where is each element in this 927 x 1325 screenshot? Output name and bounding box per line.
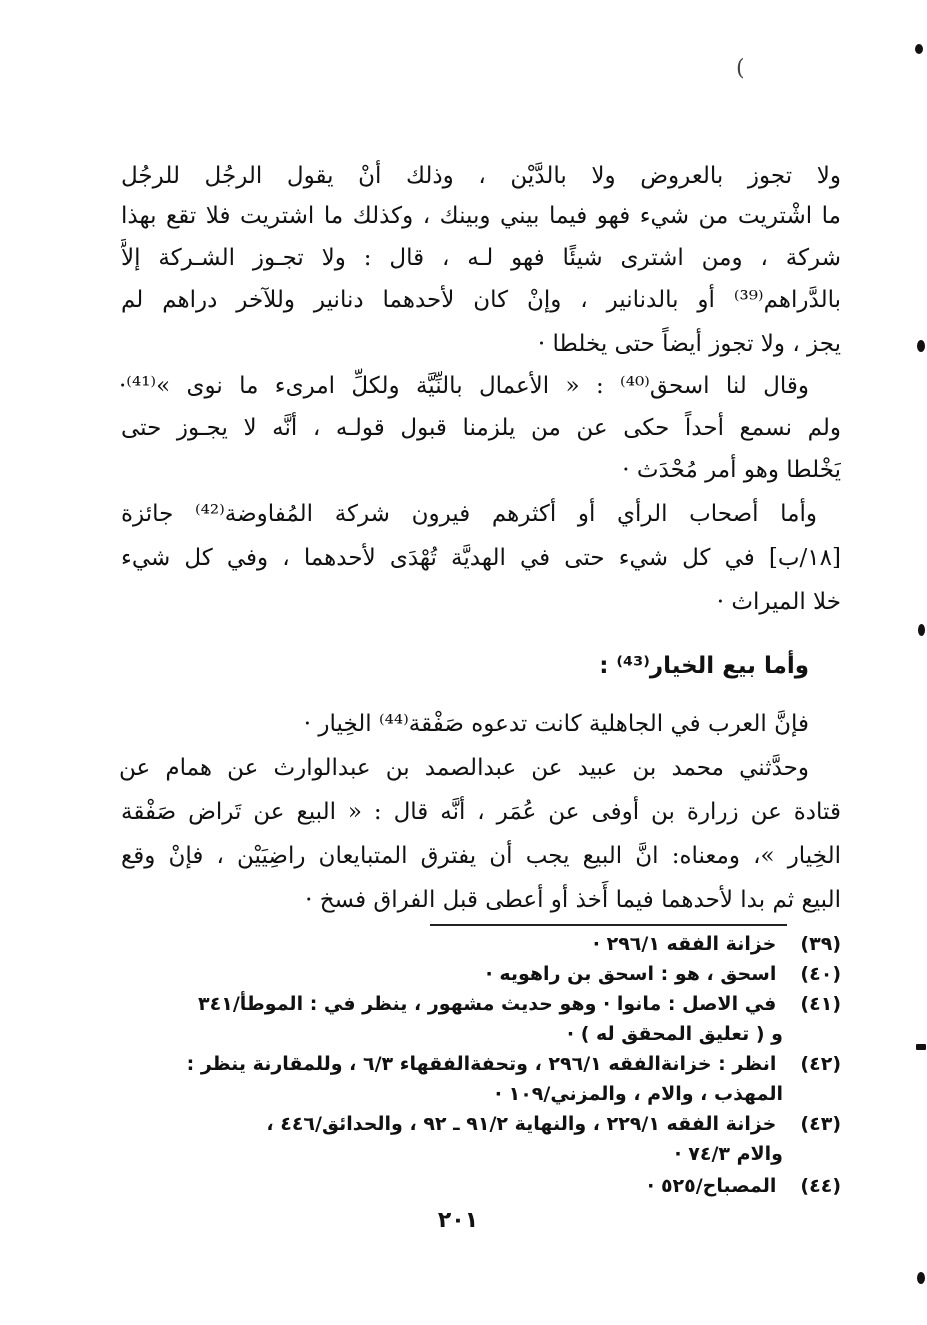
- footnote-text: خزانة الفقه ٢٢٩/١ ، والنهاية ٩١/٢ ـ ٩٢ ، والحدائق/٤٤٦ ،: [266, 1113, 777, 1135]
- footnote-40: [121, 960, 841, 989]
- footnote-number: (٣٩): [800, 933, 841, 955]
- body-line: ولا تجوز بالعروض ولا بالدَّيْن ، وذلك أنْ يقول الرجُل للرجُل: [121, 163, 841, 189]
- footnote-44: [121, 1172, 841, 1201]
- scan-speck: [915, 44, 923, 54]
- footnote-text: المصباح/٥٢٥ ·: [647, 1175, 777, 1197]
- footnote-text: خزانة الفقه ٢٩٦/١ ·: [592, 933, 777, 955]
- body-line: خلا الميراث ·: [716, 589, 841, 615]
- scan-speck: [918, 624, 925, 636]
- footnote-text: اسحق ، هو : اسحق بن راهويه ·: [485, 963, 777, 985]
- body-line: قتادة عن زرارة بن أوفى عن عُمَر ، أنَّه قال : « البيع عن تَراض صَفْقة: [121, 799, 841, 825]
- scan-speck: [916, 1044, 926, 1050]
- body-line: وحدَّثني محمد بن عبيد عن عبدالصمد بن عبدالوارث عن همام عن: [119, 755, 809, 781]
- body-line: [١٨/ب] في كل شيء حتى في الهديَّة تُهْدَى لأحدهما ، وفي كل شيء: [121, 545, 841, 571]
- footnote-number: (٤٣): [800, 1113, 841, 1135]
- body-line: الخِيار »، ومعناه: انَّ البيع يجب أن يفترق المتبايعان راضِيَيْن ، فإنْ وقع: [121, 843, 841, 869]
- body-line: يجز ، ولا تجوز أيضاً حتى يخلطا ·: [537, 331, 841, 357]
- body-line: البيع ثم بدا لأحدهما فيما أَخذ أو أعطى قبل الفراق فسخ ·: [305, 887, 841, 913]
- body-line: بالدَّراهم⁽³⁹⁾ أو بالدنانير ، وإنْ كان لأحدهما دنانير وللآخر دراهم لم: [121, 287, 841, 313]
- page-number: ٢٠١: [437, 1208, 479, 1233]
- section-heading: وأما بيع الخيار⁽⁴³⁾ :: [599, 653, 809, 679]
- body-line: وأما أصحاب الرأي أو أكثرهم فيرون شركة المُفاوضة⁽⁴²⁾ جائزة: [121, 501, 817, 527]
- footnote-39: [121, 930, 841, 959]
- footnote-number: (٤١): [800, 993, 841, 1015]
- margin-mark: (: [736, 56, 745, 81]
- footnote-41: [121, 990, 841, 1019]
- footnote-text: في الاصل : مانوا · وهو حديث مشهور ، ينظر في : الموطأ/٣٤١: [198, 993, 777, 1015]
- scan-speck: [917, 1272, 925, 1284]
- body-line: ما اشْتريت من شيء فهو فيما بيني وبينك ، وكذلك ما اشتريت فلا تقع بهذا: [121, 203, 841, 229]
- footnote-41-continuation: و ( تعليق المحقق له ) ·: [566, 1023, 783, 1045]
- body-line: يَخْلطا وهو أمر مُحْدَث ·: [622, 457, 841, 483]
- body-line: شركة ، ومن اشترى شيئًا فهو لـه ، قال : ولا تجـوز الشـركة إلاَّ: [121, 245, 841, 271]
- footnote-number: (٤٤): [800, 1175, 841, 1197]
- body-line: فإنَّ العرب في الجاهلية كانت تدعوه صَفْقة⁽⁴⁴⁾ الخِيار ·: [303, 711, 809, 737]
- footnote-number: (٤٠): [800, 963, 841, 985]
- footnote-number: (٤٢): [800, 1053, 841, 1075]
- body-line: ولم نسمع أحداً حكى عن من يلزمنا قبول قولـه ، أنَّه لا يجـوز حتى: [121, 415, 841, 441]
- footnote-42: [121, 1050, 841, 1079]
- footnote-divider: [430, 924, 787, 926]
- footnote-43-continuation: والام ٧٤/٣ ·: [674, 1143, 783, 1165]
- footnote-43: [121, 1110, 841, 1139]
- footnote-text: انظر : خزانةالفقه ٢٩٦/١ ، وتحفةالفقهاء ٦/٣ ، وللمقارنة ينظر :: [186, 1053, 777, 1075]
- footnote-42-continuation: المهذب ، والام ، والمزني/١٠٩ ·: [494, 1083, 783, 1105]
- scan-speck: [917, 340, 925, 352]
- body-line: وقال لنا اسحق⁽⁴⁰⁾ : « الأعمال بالنِّيَّة ولكلِّ امرىء ما نوى »⁽⁴¹⁾·: [119, 373, 809, 399]
